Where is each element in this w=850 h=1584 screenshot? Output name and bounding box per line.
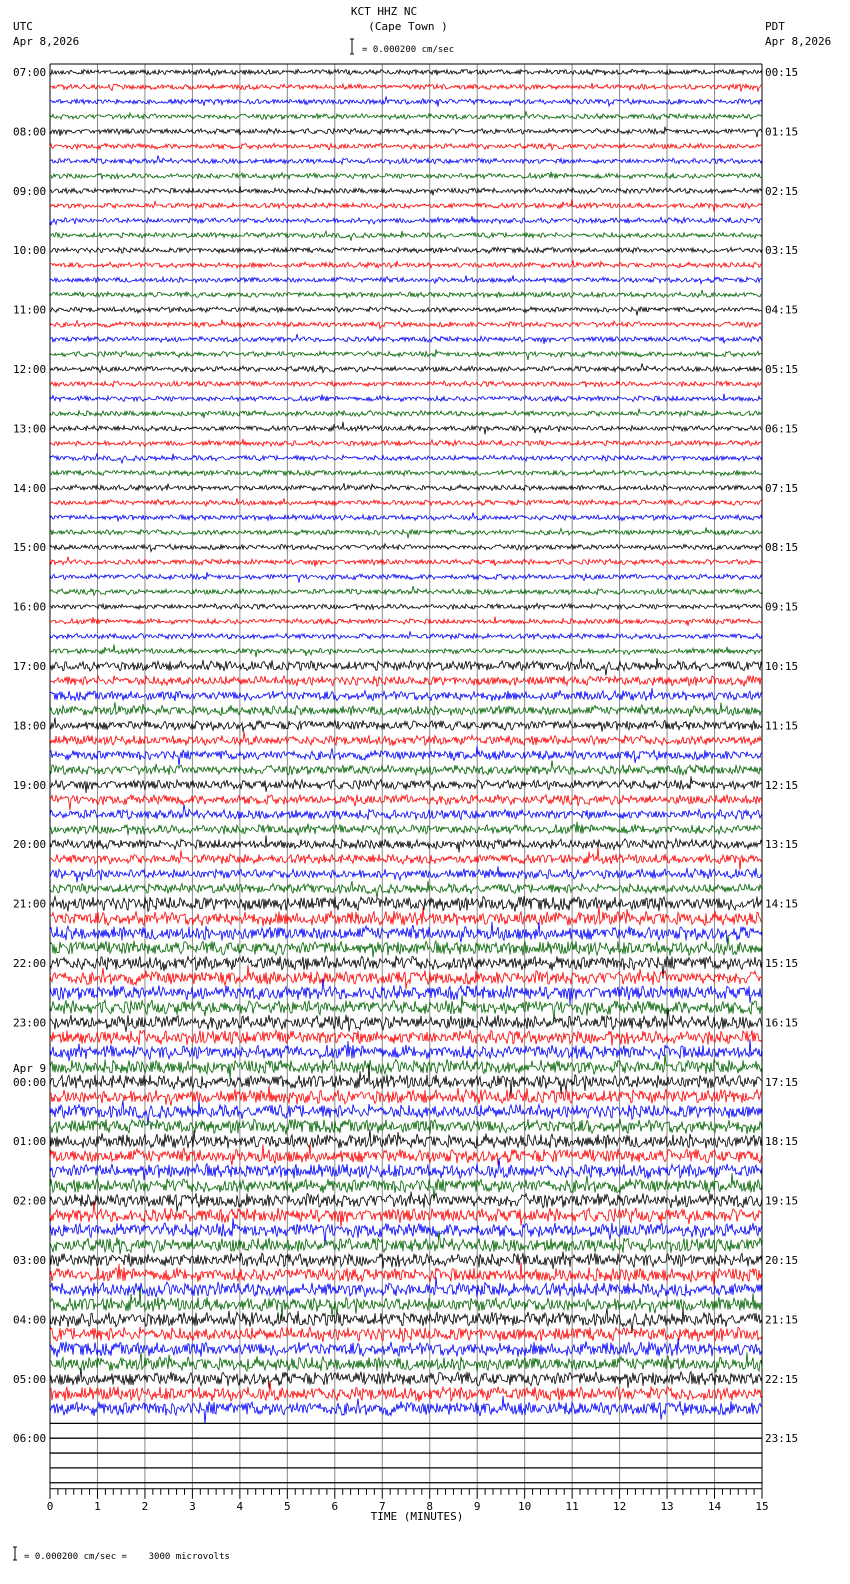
seismic-trace [50,409,762,418]
pdt-hour-label: 21:15 [765,1313,799,1327]
utc-hour-label: 03:00 [13,1254,47,1267]
utc-hour-label: 21:00 [13,897,47,911]
utc-hour-label: 08:00 [13,125,47,139]
seismic-trace [50,349,762,360]
pdt-hour-label: 16:15 [765,1016,799,1030]
utc-hour-label: 13:00 [13,422,47,436]
utc-hour-label: 19:00 [13,778,47,792]
seismic-trace [50,544,762,552]
utc-hour-label: 05:00 [13,1372,47,1386]
seismic-trace [50,617,762,627]
seismic-trace [50,470,762,476]
seismic-trace [50,557,762,567]
x-tick-label: 12 [612,1499,627,1513]
utc-hour-label: 22:00 [13,957,47,970]
utc-hour-label: 14:00 [13,481,47,495]
seismic-trace [50,822,762,836]
x-axis-label: TIME (MINUTES) [370,1510,464,1523]
seismic-trace [50,586,762,595]
x-tick-label: 4 [236,1499,244,1513]
seismic-trace [50,1192,762,1212]
x-tick-label: 9 [473,1499,481,1513]
seismic-trace [50,111,762,119]
seismic-trace [50,804,762,819]
pdt-hour-label: 18:15 [765,1135,799,1149]
utc-hour-label: 06:00 [13,1432,47,1446]
seismic-trace [50,1252,762,1269]
seismic-trace [50,1119,762,1135]
traces [50,69,762,1483]
x-tick-label: 15 [755,1499,769,1513]
pdt-hour-label: 09:15 [765,600,799,614]
utc-hour-label: 04:00 [13,1313,47,1327]
utc-hour-label: 02:00 [13,1194,47,1208]
seismic-trace [50,1338,762,1357]
seismic-trace [50,143,762,150]
pdt-hour-label: 20:15 [765,1254,799,1267]
seismic-trace [50,688,762,701]
utc-hour-label: 09:00 [13,184,47,198]
pdt-hour-label: 01:15 [765,125,799,139]
x-tick-label: 13 [660,1499,674,1513]
seismic-trace [50,83,762,92]
seismic-trace [50,794,762,810]
seismic-trace [50,776,762,793]
pdt-hour-label: 12:15 [765,778,799,792]
utc-hour-labels [13,66,46,1445]
station-title: KCT HHZ NC [350,5,418,18]
seismic-trace [50,186,762,196]
seismic-trace [50,1065,762,1098]
seismic-trace [50,936,762,958]
seismic-trace [50,603,762,610]
station-location: (Cape Town ) [368,20,448,33]
footer-scale-icon [13,1547,17,1560]
utc-hour-label: 07:00 [13,66,47,79]
seismic-trace [50,483,762,490]
seismic-trace [50,513,762,521]
x-tick-label: 8 [426,1499,434,1513]
pdt-hour-label: 19:15 [765,1194,799,1208]
seismic-trace [50,1030,762,1046]
seismic-trace [50,394,762,402]
seismic-trace [50,1396,762,1424]
seismic-trace [50,454,762,464]
seismic-trace [50,1054,762,1079]
x-tick-label: 0 [46,1499,54,1513]
seismic-trace [50,498,762,506]
seismic-trace [50,1039,762,1061]
pdt-hour-label: 04:15 [765,303,799,317]
seismic-trace [50,1129,762,1148]
seismic-trace [50,320,762,329]
x-tick-label: 6 [331,1499,339,1513]
seismic-trace [50,835,762,852]
utc-hour-label: 18:00 [13,719,47,733]
seismic-trace [50,1158,762,1180]
seismic-trace [50,96,762,106]
seismic-trace [50,732,762,746]
right-date: Apr 8,2026 [765,35,832,48]
utc-hour-label: 23:00 [13,1016,47,1030]
utc-hour-label: 15:00 [13,541,47,555]
x-tick-label: 10 [518,1499,532,1513]
utc-hour-label: 11:00 [13,303,47,317]
seismic-trace [50,702,762,717]
utc-hour-label: 10:00 [13,244,47,258]
utc-hour-label: 20:00 [13,838,47,852]
seismic-trace [50,1277,762,1297]
seismic-trace [50,922,762,943]
pdt-hour-label: 22:15 [765,1372,799,1386]
pdt-hour-label: 11:15 [765,719,799,733]
seismic-trace [50,631,762,639]
seismic-trace [50,1145,762,1166]
utc-hour-label: 17:00 [13,660,47,673]
seismic-trace [50,69,762,75]
seismic-trace [50,172,762,180]
seismic-trace [50,216,762,225]
seismic-trace [50,439,762,447]
right-timezone: PDT [765,20,785,33]
pdt-hour-label: 10:15 [765,660,799,673]
left-date: Apr 8,2026 [13,35,80,48]
pdt-hour-label: 14:15 [765,897,799,911]
utc-hour-label: 12:00 [13,363,47,376]
seismic-trace [50,422,762,435]
seismic-trace [50,906,762,926]
x-tick-label: 7 [378,1499,386,1513]
seismic-trace [50,290,762,298]
pdt-hour-label: 17:15 [765,1075,799,1089]
footer-scale-label: = 0.000200 cm/sec = 3000 microvolts [24,1552,230,1562]
scale-bar-icon [350,39,354,54]
scale-label: = 0.000200 cm/sec [362,45,455,55]
x-tick-label: 1 [94,1499,101,1513]
seismic-trace [50,231,762,241]
x-tick-label: 2 [141,1499,149,1513]
pdt-hour-label: 05:15 [765,363,799,376]
seismic-trace [50,381,762,387]
pdt-hour-label: 06:15 [765,422,799,436]
seismic-trace [50,307,762,316]
seismic-trace [50,247,762,253]
pdt-hour-label: 03:15 [765,244,799,258]
seismic-trace [50,199,762,212]
x-tick-label: 11 [565,1499,579,1513]
pdt-hour-label: 23:15 [765,1432,799,1446]
utc-hour-label: 16:00 [13,600,47,614]
seismic-trace [50,1231,762,1255]
pdt-hour-label: 13:15 [765,838,799,852]
seismic-trace [50,1352,762,1373]
seismic-trace [50,645,762,658]
seismic-trace [50,676,762,687]
seismic-trace [50,1327,762,1342]
pdt-hour-label: 00:15 [765,66,799,79]
utc-hour-label: 00:00 [13,1075,47,1089]
pdt-hour-label: 07:15 [765,481,799,495]
seismic-trace [50,1086,762,1106]
seismic-trace [50,363,762,372]
seismic-trace [50,528,762,539]
day-change-label: Apr 9 [13,1062,47,1075]
seismic-trace [50,156,762,165]
x-tick-label: 14 [707,1499,722,1513]
x-tick-label: 5 [284,1499,291,1513]
seismic-trace [50,334,762,344]
seismic-trace [50,896,762,912]
seismic-trace [50,1368,762,1389]
left-timezone: UTC [13,20,33,33]
seismic-trace [50,866,762,882]
seismic-trace [50,572,762,583]
pdt-hour-label: 15:15 [765,957,799,970]
x-tick-label: 3 [189,1499,196,1513]
seismic-trace [50,658,762,676]
seismic-trace [50,718,762,732]
pdt-hour-labels [765,66,798,1445]
seismic-trace [50,847,762,870]
seismic-trace [50,760,762,775]
seismic-trace [50,275,762,283]
seismic-trace [50,746,762,765]
seismic-trace [50,1262,762,1287]
utc-hour-label: 01:00 [13,1135,47,1149]
pdt-hour-label: 02:15 [765,184,799,198]
seismic-trace [50,127,762,138]
seismic-trace [50,881,762,899]
seismic-trace [50,965,762,989]
pdt-hour-label: 08:15 [765,541,799,555]
seismic-trace [50,260,762,268]
